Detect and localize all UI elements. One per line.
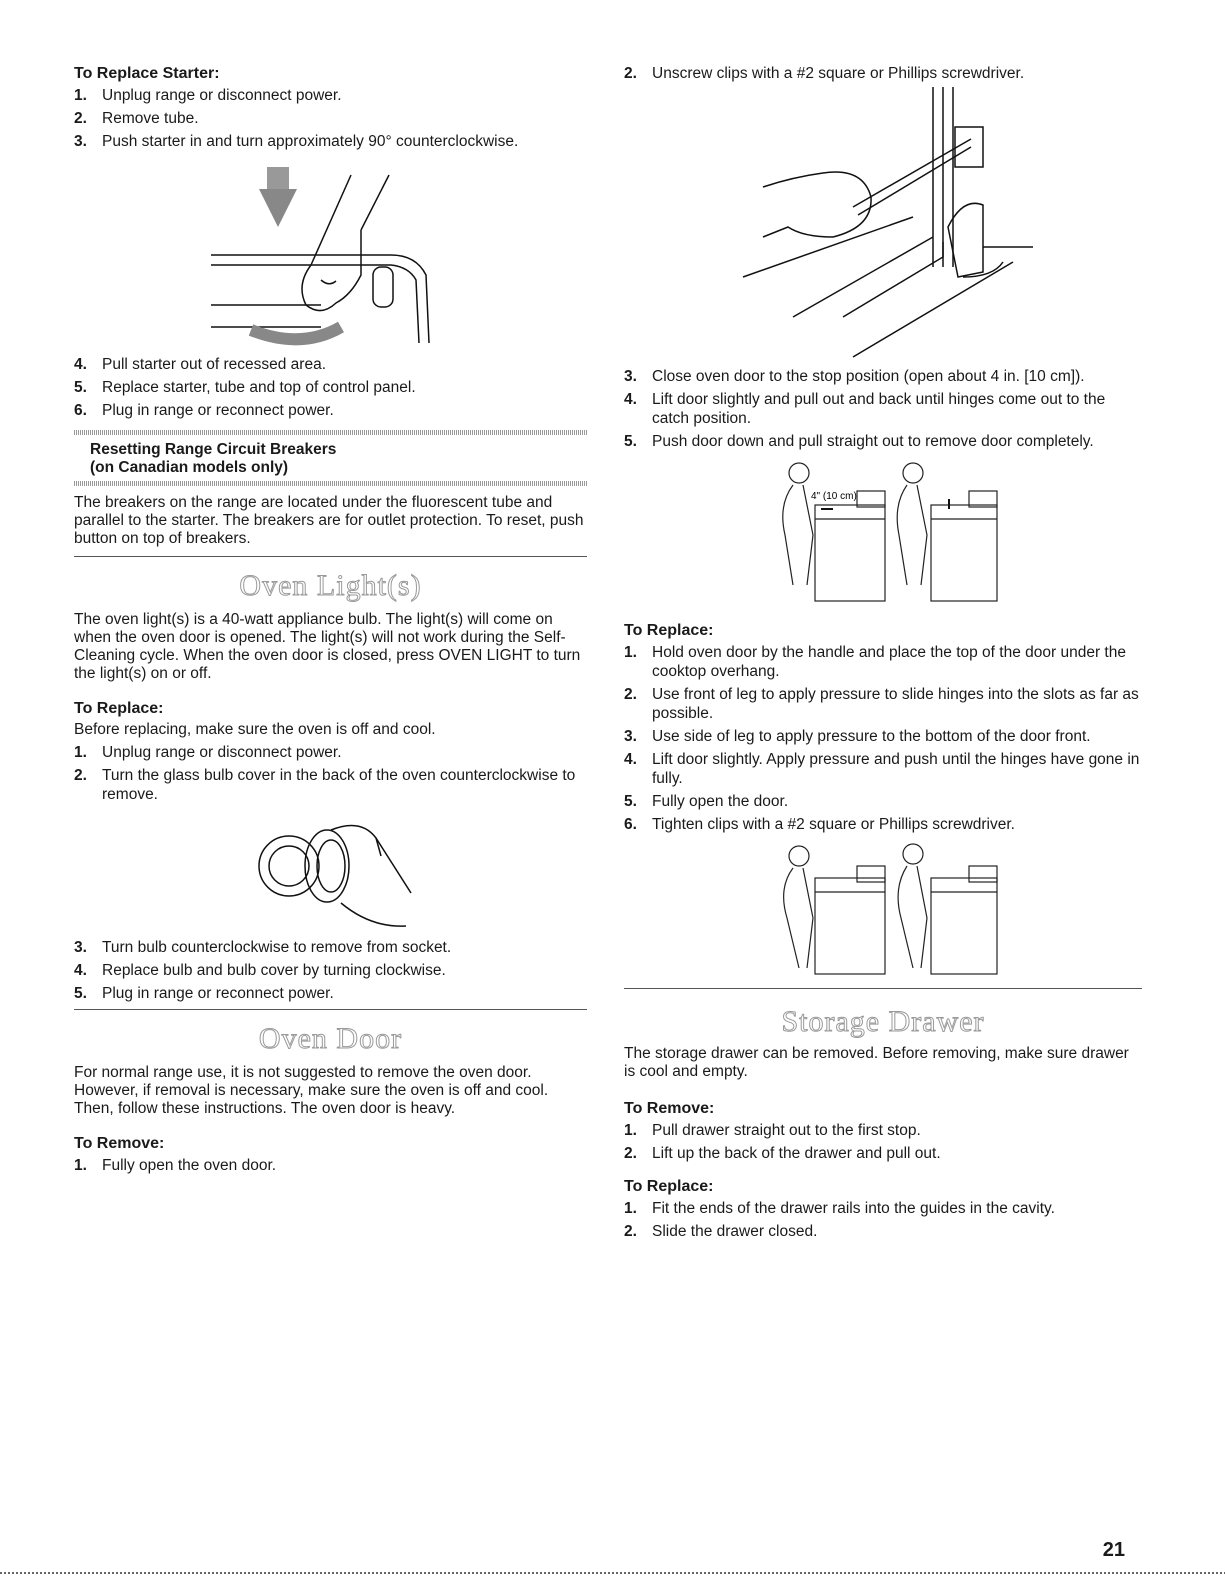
step-text: Fully open the door. — [652, 793, 789, 810]
step-item — [624, 1222, 1142, 1241]
step-number: 2. — [74, 767, 87, 784]
starter-steps — [74, 86, 587, 151]
step-number: 5. — [624, 433, 637, 450]
step-number: 6. — [74, 402, 87, 419]
step-text: Replace bulb and bulb cover by turning clockwise. — [102, 962, 446, 979]
step-item — [624, 1199, 1142, 1218]
step-item — [624, 1144, 1142, 1163]
step-item — [624, 815, 1142, 834]
step-text: Lift door slightly. Apply pressure and push until the hinges have gone in fully. — [652, 751, 1140, 787]
step-item — [624, 432, 1142, 451]
step-text: Pull starter out of recessed area. — [102, 356, 327, 373]
step-text: Slide the drawer closed. — [652, 1223, 818, 1240]
breakers-box-title — [74, 435, 587, 481]
breaker-box-bottom-rule — [74, 481, 587, 486]
step-text: Plug in range or reconnect power. — [102, 985, 334, 1002]
step-number: 3. — [74, 133, 87, 150]
step-number: 3. — [74, 939, 87, 956]
step-text: Turn bulb counterclockwise to remove from socket. — [102, 939, 452, 956]
oven-door-title: Oven Door — [258, 1022, 403, 1055]
step-text: Hold oven door by the handle and place the top of the door under the cooktop overhang. — [652, 644, 1126, 680]
section-divider — [74, 556, 587, 557]
step-number: 1. — [624, 1122, 637, 1139]
step-text: Push door down and pull straight out to remove door completely. — [652, 433, 1094, 450]
step-number: 1. — [624, 644, 637, 661]
section-divider — [624, 988, 1142, 989]
oven-door-remove-heading: To Remove: — [74, 1135, 165, 1152]
step-text: Turn the glass bulb cover in the back of the oven counterclockwise to remove. — [102, 767, 576, 803]
oven-door-body: For normal range use, it is not suggested to remove the oven door. However, if removal is necessary, make sure the oven is off and cool. Then, follow these instructions. The oven door is heavy. — [74, 1064, 549, 1117]
step-number: 1. — [74, 87, 87, 104]
door-remove-steps-continued — [624, 367, 1142, 451]
step-item — [624, 390, 1142, 428]
oven-lights-body: The oven light(s) is a 40-watt appliance bulb. The light(s) will come on when the oven door is opened. The light(s) will not work during the Self-Cleaning cycle. When the oven door is closed, press OVEN LIGHT to turn the light(s) on or off. — [74, 611, 581, 682]
door-remove-steps — [624, 64, 1142, 83]
step-number: 1. — [74, 744, 87, 761]
step-number: 4. — [624, 751, 637, 768]
step-text: Push starter in and turn approximately 90° counterclockwise. — [102, 133, 519, 150]
step-item — [624, 792, 1142, 811]
bulb-cover-illustration — [231, 808, 431, 938]
step-item — [624, 685, 1142, 723]
step-text: Use front of leg to apply pressure to slide hinges into the slots as far as possible. — [652, 686, 1139, 722]
door-gap-label: 4" (10 cm) — [811, 491, 857, 502]
step-text: Pull drawer straight out to the first stop. — [652, 1122, 921, 1139]
step-text: Tighten clips with a #2 square or Phillips screwdriver. — [652, 816, 1015, 833]
step-text: Remove tube. — [102, 110, 199, 127]
step-item — [624, 727, 1142, 746]
drawer-remove-heading: To Remove: — [624, 1100, 715, 1117]
step-item — [74, 401, 587, 420]
step-item — [624, 64, 1142, 83]
step-number: 4. — [624, 391, 637, 408]
door-removal-illustration — [763, 455, 1003, 605]
breakers-title-line2: (on Canadian models only) — [90, 459, 289, 476]
step-number: 1. — [624, 1200, 637, 1217]
step-number: 2. — [624, 686, 637, 703]
step-number: 2. — [624, 1145, 637, 1162]
step-item — [74, 378, 587, 397]
step-item — [624, 1121, 1142, 1140]
step-item — [74, 86, 587, 105]
step-text: Unplug range or disconnect power. — [102, 87, 342, 104]
step-text: Lift door slightly and pull out and back until hinges come out to the catch position. — [652, 391, 1106, 427]
step-text: Plug in range or reconnect power. — [102, 402, 334, 419]
step-item — [74, 984, 587, 1003]
step-number: 5. — [74, 379, 87, 396]
starter-steps-continued — [74, 355, 587, 420]
step-text: Use side of leg to apply pressure to the bottom of the door front. — [652, 728, 1091, 745]
oven-lights-replace-intro: Before replacing, make sure the oven is off and cool. — [74, 721, 436, 738]
door-replace-illustration — [763, 838, 1003, 978]
step-number: 5. — [624, 793, 637, 810]
replace-starter-heading: To Replace Starter: — [74, 65, 220, 82]
step-item — [74, 355, 587, 374]
storage-drawer-title: Storage Drawer — [781, 1005, 985, 1038]
step-number: 4. — [74, 962, 87, 979]
door-replace-steps — [624, 643, 1142, 834]
step-number: 6. — [624, 816, 637, 833]
step-item — [74, 1156, 587, 1175]
step-text: Replace starter, tube and top of control panel. — [102, 379, 416, 396]
step-item — [74, 109, 587, 128]
storage-drawer-body: The storage drawer can be removed. Before removing, make sure drawer is cool and empty. — [624, 1045, 1129, 1080]
step-number: 2. — [74, 110, 87, 127]
drawer-replace-heading: To Replace: — [624, 1178, 714, 1195]
step-text: Unplug range or disconnect power. — [102, 744, 342, 761]
oven-door-remove-steps — [74, 1156, 587, 1175]
step-item — [74, 766, 587, 804]
step-number: 3. — [624, 728, 637, 745]
oven-lights-replace-heading: To Replace: — [74, 700, 164, 717]
step-text: Unscrew clips with a #2 square or Phillips screwdriver. — [652, 65, 1025, 82]
step-text: Lift up the back of the drawer and pull out. — [652, 1145, 941, 1162]
step-item — [624, 643, 1142, 681]
step-text: Fully open the oven door. — [102, 1157, 277, 1174]
drawer-remove-steps — [624, 1121, 1142, 1163]
step-item — [624, 367, 1142, 386]
hinge-clip-illustration — [733, 87, 1033, 367]
step-item — [74, 132, 587, 151]
step-item — [74, 743, 587, 762]
oven-light-steps-continued — [74, 938, 587, 1003]
step-text: Fit the ends of the drawer rails into the guides in the cavity. — [652, 1200, 1055, 1217]
breakers-body: The breakers on the range are located under the fluorescent tube and parallel to the starter. The breakers are for outlet protection. To reset, push button on top of breakers. — [74, 494, 584, 547]
page-number: 21 — [1102, 1539, 1125, 1561]
door-replace-heading: To Replace: — [624, 622, 714, 639]
step-number: 2. — [624, 65, 637, 82]
step-number: 2. — [624, 1223, 637, 1240]
drawer-replace-steps — [624, 1199, 1142, 1241]
step-number: 4. — [74, 356, 87, 373]
starter-illustration — [211, 155, 451, 355]
step-text: Close oven door to the stop position (open about 4 in. [10 cm]). — [652, 368, 1085, 385]
step-number: 3. — [624, 368, 637, 385]
step-number: 5. — [74, 985, 87, 1002]
breakers-title-line1: Resetting Range Circuit Breakers — [90, 441, 337, 458]
step-item — [74, 961, 587, 980]
step-item — [74, 938, 587, 957]
page-bottom-rule — [0, 1572, 1225, 1574]
right-column — [624, 64, 1142, 1245]
oven-light-steps — [74, 743, 587, 804]
section-divider — [74, 1009, 587, 1010]
left-column — [74, 64, 587, 1179]
oven-lights-title: Oven Light(s) — [239, 569, 422, 602]
step-item — [624, 750, 1142, 788]
step-number: 1. — [74, 1157, 87, 1174]
